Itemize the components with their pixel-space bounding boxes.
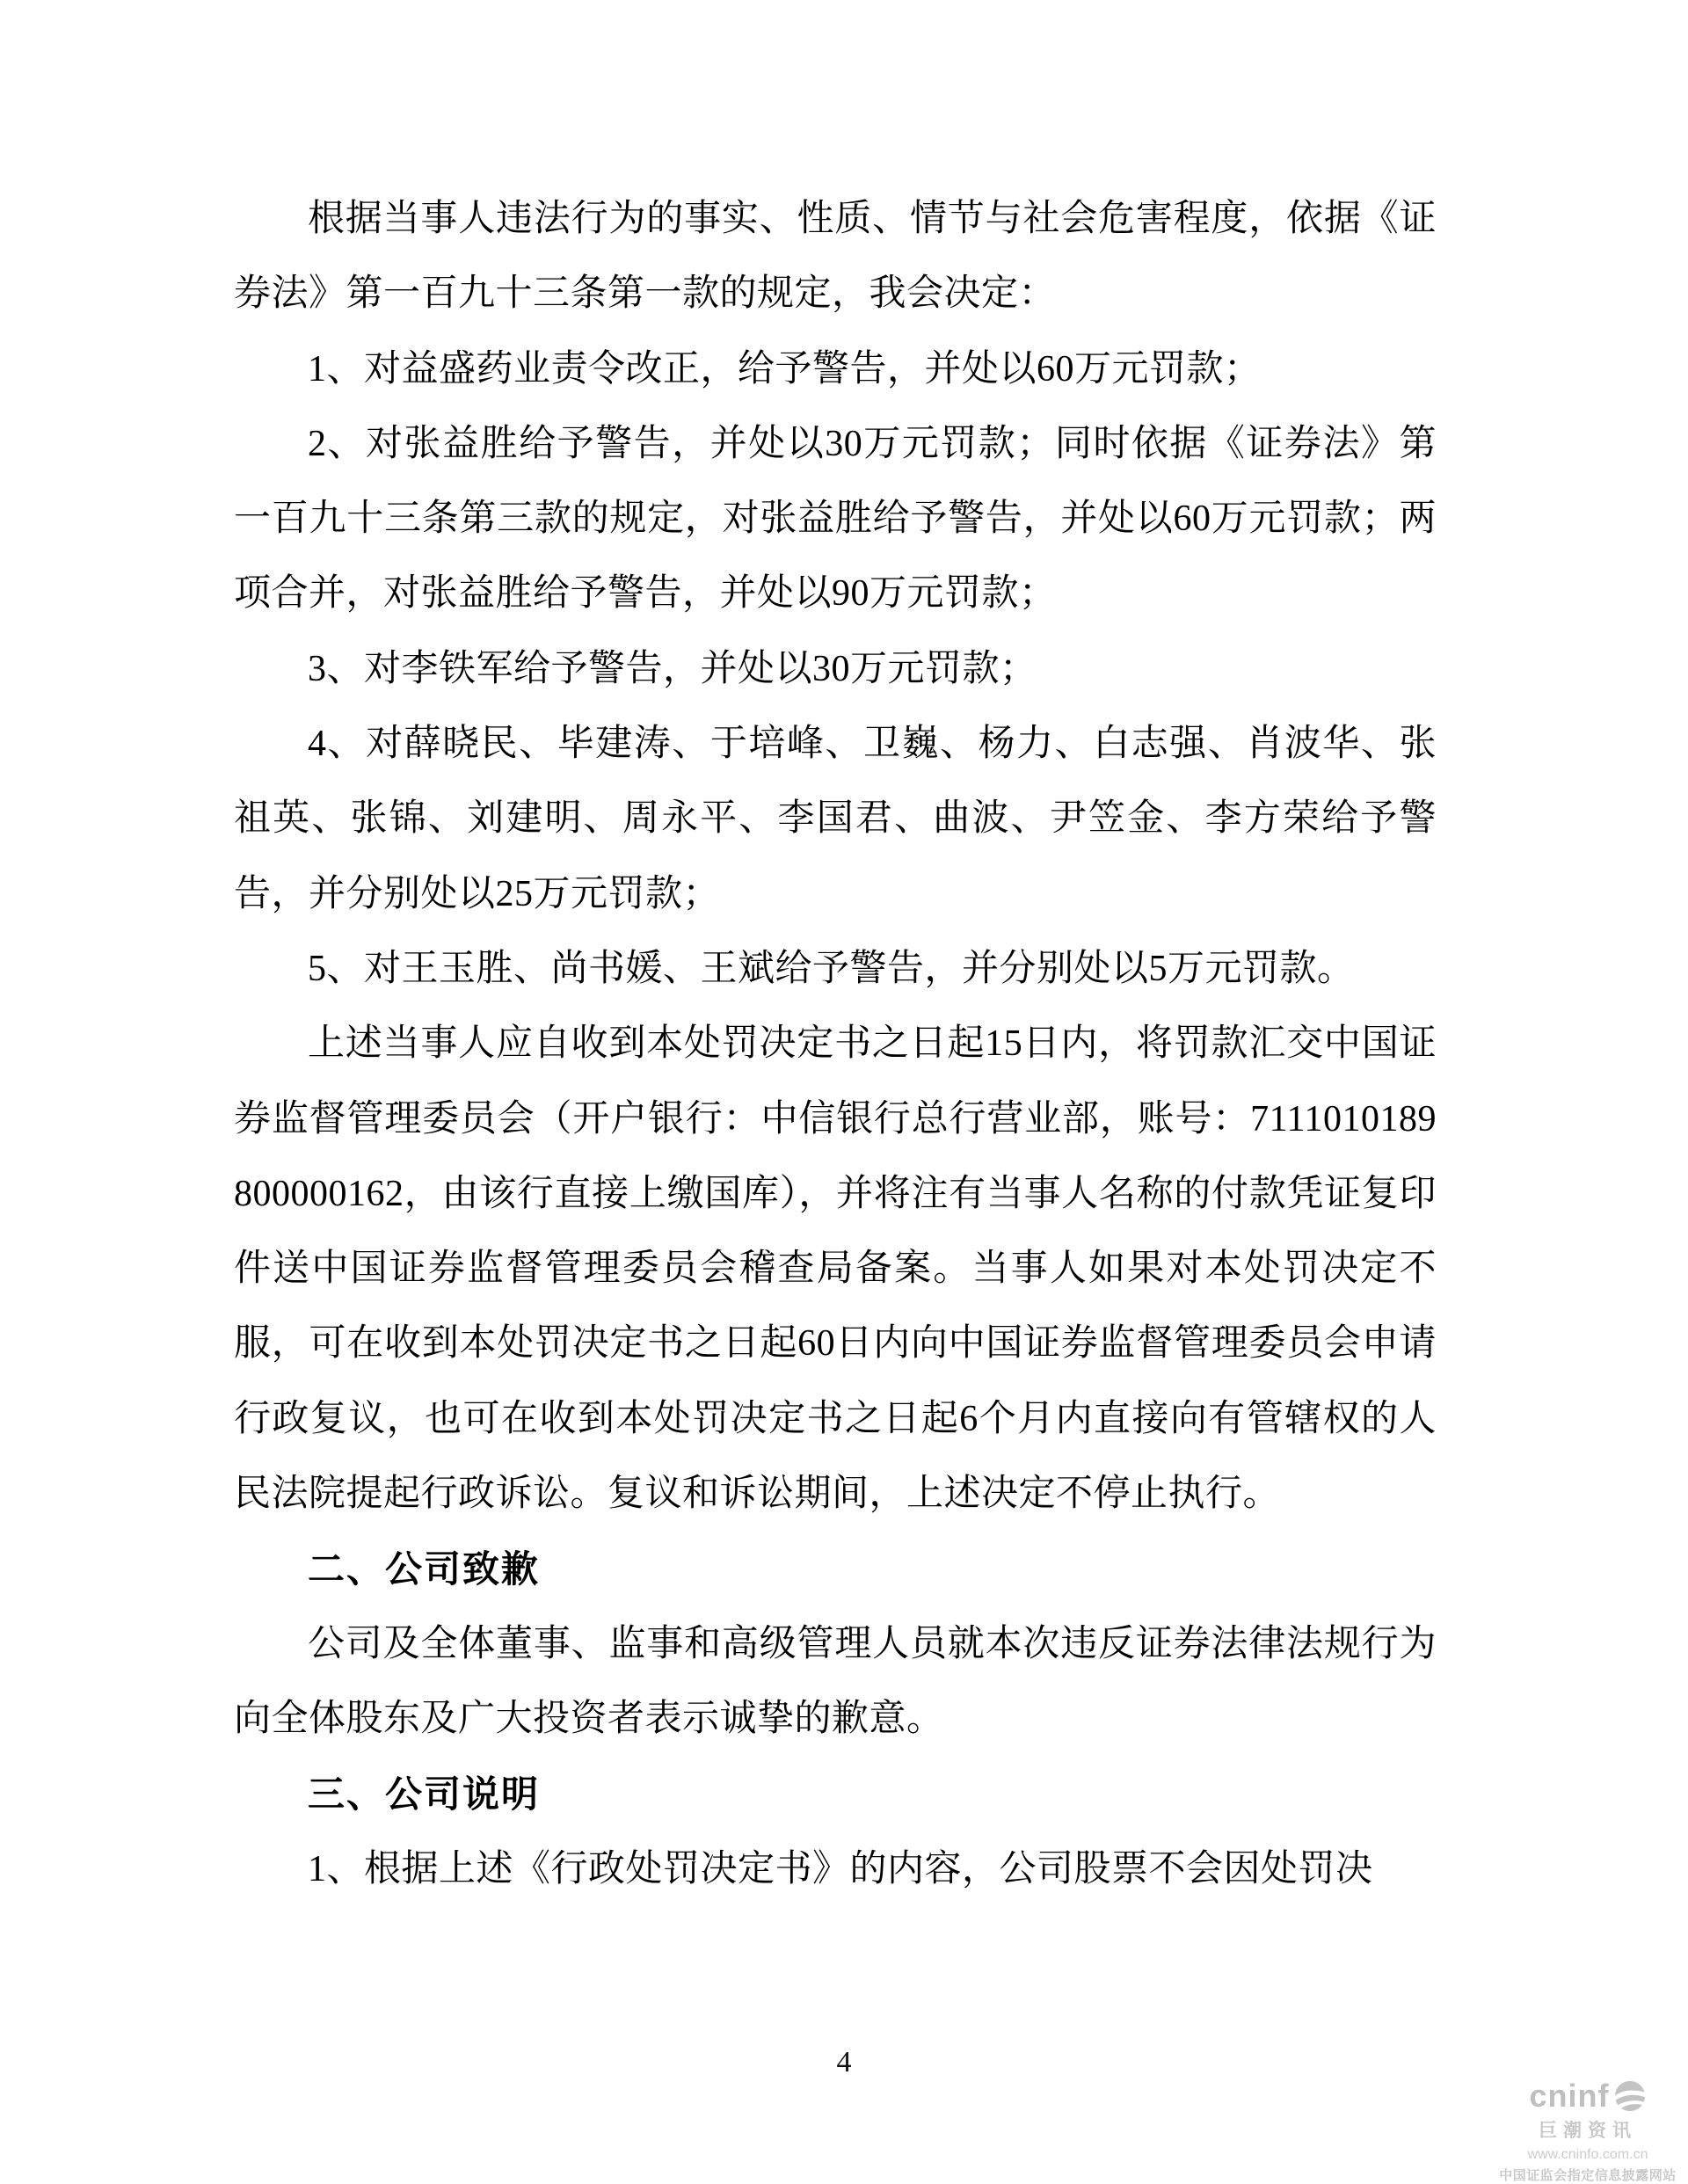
- penalty-item-5: 5、对王玉胜、尚书媛、王斌给予警告，并分别处以5万元罚款。: [308, 948, 1355, 989]
- paragraph-payment-notice: 上述当事人应自收到本处罚决定书之日起15日内，将罚款汇交中国证券监督管理委员会（开户银行：中信银行总行营业部，账号：7111010189800000162，由该行直接上缴国库），并将注有当事人名称的付款凭证复印件送中国证券监督管理委员会稽查局备案。当事人如果对本处罚决定不服，可在收到本处罚决定书之日起60日内向中国证券监督管理委员会申请行政复议，也可在收到本处罚决定书之日起6个月内直接向有管辖权的人民法院提起行政诉讼。复议和诉讼期间，上述决定不停止执行。: [234, 1023, 1437, 1515]
- penalty-item-3: 3、对李铁军给予警告，并处以30万元罚款；: [308, 648, 1037, 689]
- cninfo-logo: [1490, 2077, 1685, 2115]
- cninfo-swirl-icon: [1613, 2079, 1647, 2113]
- section-heading-statement: 三、公司说明: [308, 1773, 541, 1816]
- cninfo-logo-text: cninf: [1529, 2078, 1610, 2114]
- paragraph-statement-item-1: 1、根据上述《行政处罚决定书》的内容，公司股票不会因处罚决: [308, 1848, 1373, 1889]
- section-heading-apology: 二、公司致歉: [308, 1548, 541, 1591]
- document-body: [234, 182, 1437, 1907]
- page-number: 4: [836, 2046, 852, 2078]
- cninfo-tagline: 中国证监会指定信息披露网站: [1499, 2168, 1677, 2183]
- cninfo-watermark: [1490, 2077, 1685, 2184]
- paragraph-apology: 公司及全体董事、监事和高级管理人员就本次违反证券法律法规行为向全体股东及广大投资者表示诚挚的歉意。: [234, 1623, 1437, 1739]
- cninfo-url: www.cninfo.com.cn: [1527, 2147, 1648, 2162]
- penalty-item-2: 2、对张益胜给予警告，并处以30万元罚款；同时依据《证券法》第一百九十三条第三款的规定，对张益胜给予警告，并处以60万元罚款；两项合并，对张益胜给予警告，并处以90万元罚款；: [234, 423, 1437, 615]
- cninfo-brand-chinese: 巨潮资讯: [1539, 2121, 1637, 2141]
- penalty-item-4: 4、对薛晓民、毕建涛、于培峰、卫巍、杨力、白志强、肖波华、张祖英、张锦、刘建明、周永平、李国君、曲波、尹笠金、李方荣给予警告，并分别处以25万元罚款；: [234, 724, 1437, 914]
- paragraph-intro: 根据当事人违法行为的事实、性质、情节与社会危害程度，依据《证券法》第一百九十三条第一款的规定，我会决定：: [234, 199, 1437, 315]
- penalty-item-1: 1、对益盛药业责令改正，给予警告，并处以60万元罚款；: [308, 348, 1262, 389]
